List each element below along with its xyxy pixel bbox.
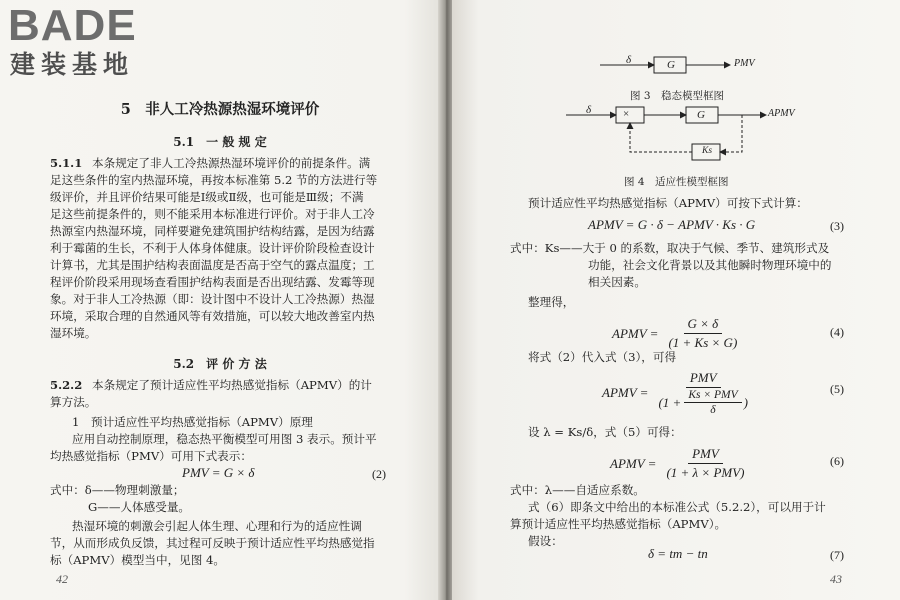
eq5-lhs: APMV = — [602, 385, 649, 400]
eq4-denominator: (1 + Ks × G) — [668, 335, 738, 350]
figure-4-diagram — [562, 104, 792, 164]
figure-4-caption: 图 4 适应性模型框图 — [624, 176, 729, 188]
eq5-den-post: ) — [743, 394, 748, 410]
section-title-5-2: 5.2 评 价 方 法 — [173, 357, 267, 371]
page-number-left: 42 — [56, 572, 68, 586]
equation-2-number: (2) — [372, 467, 386, 481]
equation-5-number: (5) — [830, 382, 844, 396]
apmv-intro: 预计适应性平均热感觉指标（APMV）可按下式计算： — [528, 196, 808, 210]
equation-3: APMV = G · δ − APMV · Ks · G — [588, 217, 756, 232]
clause-id-5-2-2: 5.2.2 — [50, 378, 83, 392]
logo-subtitle: 建装基地 — [10, 50, 135, 79]
equation-7: δ = tm − tn — [648, 546, 708, 561]
fig4-feedback-line-left — [630, 123, 692, 152]
substitute-text: 将式（2）代入式（3），可得 — [528, 350, 677, 364]
equation-4-number: (4) — [830, 325, 844, 339]
equation-7-number: (7) — [830, 548, 844, 562]
para-5-1-1-line-3: 级评价，并且评价结果可能是Ⅰ级或Ⅱ级，也可能是Ⅲ级；不满 — [50, 190, 364, 204]
eq6-denominator: (1 + λ × PMV) — [666, 465, 745, 480]
fig4-input-label: δ — [586, 104, 592, 116]
item-1-line-2: 均热感觉指标（PMV）可用下式表示： — [50, 449, 252, 463]
para-5-1-1-line-11: 湿环境。 — [50, 326, 97, 340]
where-ks-line-1: 式中：Ks——大于 0 的系数，取决于气候、季节、建筑形式及 — [510, 241, 830, 255]
item-1-line-1: 应用自动控制原理，稳态热平衡模型可用图 3 表示。预计平 — [72, 432, 377, 446]
eq5-fraction — [654, 370, 752, 416]
equation-6-number: (6) — [830, 454, 844, 468]
para-5-1-1-line-8: 程评价阶段采用现场查看围护结构表面是否出现结露、发霉等现 — [50, 275, 375, 289]
fig3-g-label: G — [667, 59, 675, 71]
fig4-feedback-line-right — [720, 115, 742, 152]
para-5-2-2-line-2: 算方法。 — [50, 395, 97, 409]
eq5-inner-fraction — [684, 389, 741, 416]
para-5-1-1-line-4: 足这些前提条件的，则不能采用本标准进行评价。对于非人工冷 — [50, 207, 375, 221]
eq5-denominator — [654, 388, 752, 416]
eq5-numerator: PMV — [686, 370, 721, 388]
eq5-inner-numerator: Ks × PMV — [684, 389, 741, 403]
para-5-1-1-line-1: 本条规定了非人工冷热源热湿环境评价的前提条件。满 — [92, 156, 371, 170]
eq6-numerator: PMV — [688, 446, 723, 464]
adaptive-line-2: 节，从而形成负反馈，其过程可反映于预计适应性平均热感觉指 — [50, 536, 375, 550]
para-5-2-2-line-1: 本条规定了预计适应性平均热感觉指标（APMV）的计 — [92, 378, 372, 392]
equation-6 — [610, 446, 749, 481]
para-5-1-1-line-9: 象。对于非人工冷热源（即：设计图中不设计人工冷热源）热湿 — [50, 292, 375, 306]
item-1-text — [50, 431, 377, 465]
adaptive-line-1: 热湿环境的刺激会引起人体生理、心理和行为的适应性调 — [72, 519, 362, 533]
eq4-numerator: G × δ — [684, 316, 723, 334]
figure-3-caption: 图 3 稳态模型框图 — [630, 90, 725, 102]
eq5-den-pre: (1 + — [658, 394, 682, 410]
clause-id-5-1-1: 5.1.1 — [50, 156, 83, 170]
arrange-text: 整理得， — [528, 295, 575, 309]
where-lambda: 式中：λ——自适应系数。 — [510, 483, 645, 497]
eq4-lhs: APMV = — [612, 325, 659, 341]
right-page — [452, 0, 900, 600]
where-ks-line-2: 功能，社会文化背景以及其他瞬时物理环境中的 — [588, 258, 832, 272]
where-ks-line-3: 相关因素。 — [588, 275, 646, 289]
fig4-ks-label: Ks — [702, 146, 713, 156]
logo-text: BADE — [8, 1, 137, 50]
equation-4 — [612, 316, 741, 351]
final-text-line-1: 式（6）即条文中给出的本标准公式（5.2.2），可以用于计 — [528, 500, 826, 514]
chapter-title: 5 非人工冷热源热湿环境评价 — [120, 101, 320, 118]
eq6-fraction — [662, 446, 748, 481]
para-5-1-1-line-5: 热源室内热湿环境，同样要避免建筑围护结构结露，是因为结露 — [50, 224, 375, 238]
left-page — [0, 0, 440, 600]
eq4-fraction — [664, 316, 741, 351]
para-5-1-1-line-2: 足这些条件的室内热湿环境，再按本标准第 5.2 节的方法进行等 — [50, 173, 378, 187]
where-delta: 式中：δ——物理刺激量； — [50, 483, 185, 497]
page-number-right: 43 — [830, 572, 842, 586]
equation-3-number: (3) — [830, 219, 844, 233]
final-text-line-2: 算预计适应性平均热感觉指标（APMV）。 — [510, 517, 727, 531]
equation-5 — [602, 370, 752, 416]
where-g: G——人体感受量。 — [88, 500, 191, 514]
assume-text: 假设： — [528, 534, 563, 548]
fig4-mult-symbol: × — [623, 108, 630, 120]
fig4-g-label: G — [697, 109, 705, 121]
adaptive-paragraph — [50, 518, 375, 569]
fig4-output-label: APMV — [768, 108, 795, 119]
fig3-input-label: δ — [626, 54, 632, 66]
bade-logo — [8, 1, 178, 84]
section-title-5-1: 5.1 一 般 规 定 — [173, 135, 267, 149]
item-1-heading: 1 预计适应性平均热感觉指标（APMV）原理 — [72, 415, 313, 429]
fig4-multiplier-block — [616, 107, 644, 123]
eq6-lhs: APMV = — [610, 455, 657, 471]
fig3-output-label: PMV — [734, 58, 755, 69]
para-5-1-1-line-7: 计算书，尤其是围护结构表面温度是否高于空气的露点温度；工 — [50, 258, 375, 272]
let-lambda-text: 设 λ = Ks/δ，式（5）可得： — [528, 425, 682, 439]
adaptive-line-3: 标（APMV）模型当中，见图 4。 — [50, 553, 226, 567]
equation-2: PMV = G × δ — [182, 465, 255, 480]
para-5-1-1-line-6: 利于霉菌的生长，不利于人体身体健康。设计评价阶段检查设计 — [50, 241, 375, 255]
eq5-inner-denominator: δ — [710, 404, 716, 416]
para-5-1-1-line-10: 环境，采取合理的自然通风等有效措施，可以较大地改善室内热 — [50, 309, 375, 323]
